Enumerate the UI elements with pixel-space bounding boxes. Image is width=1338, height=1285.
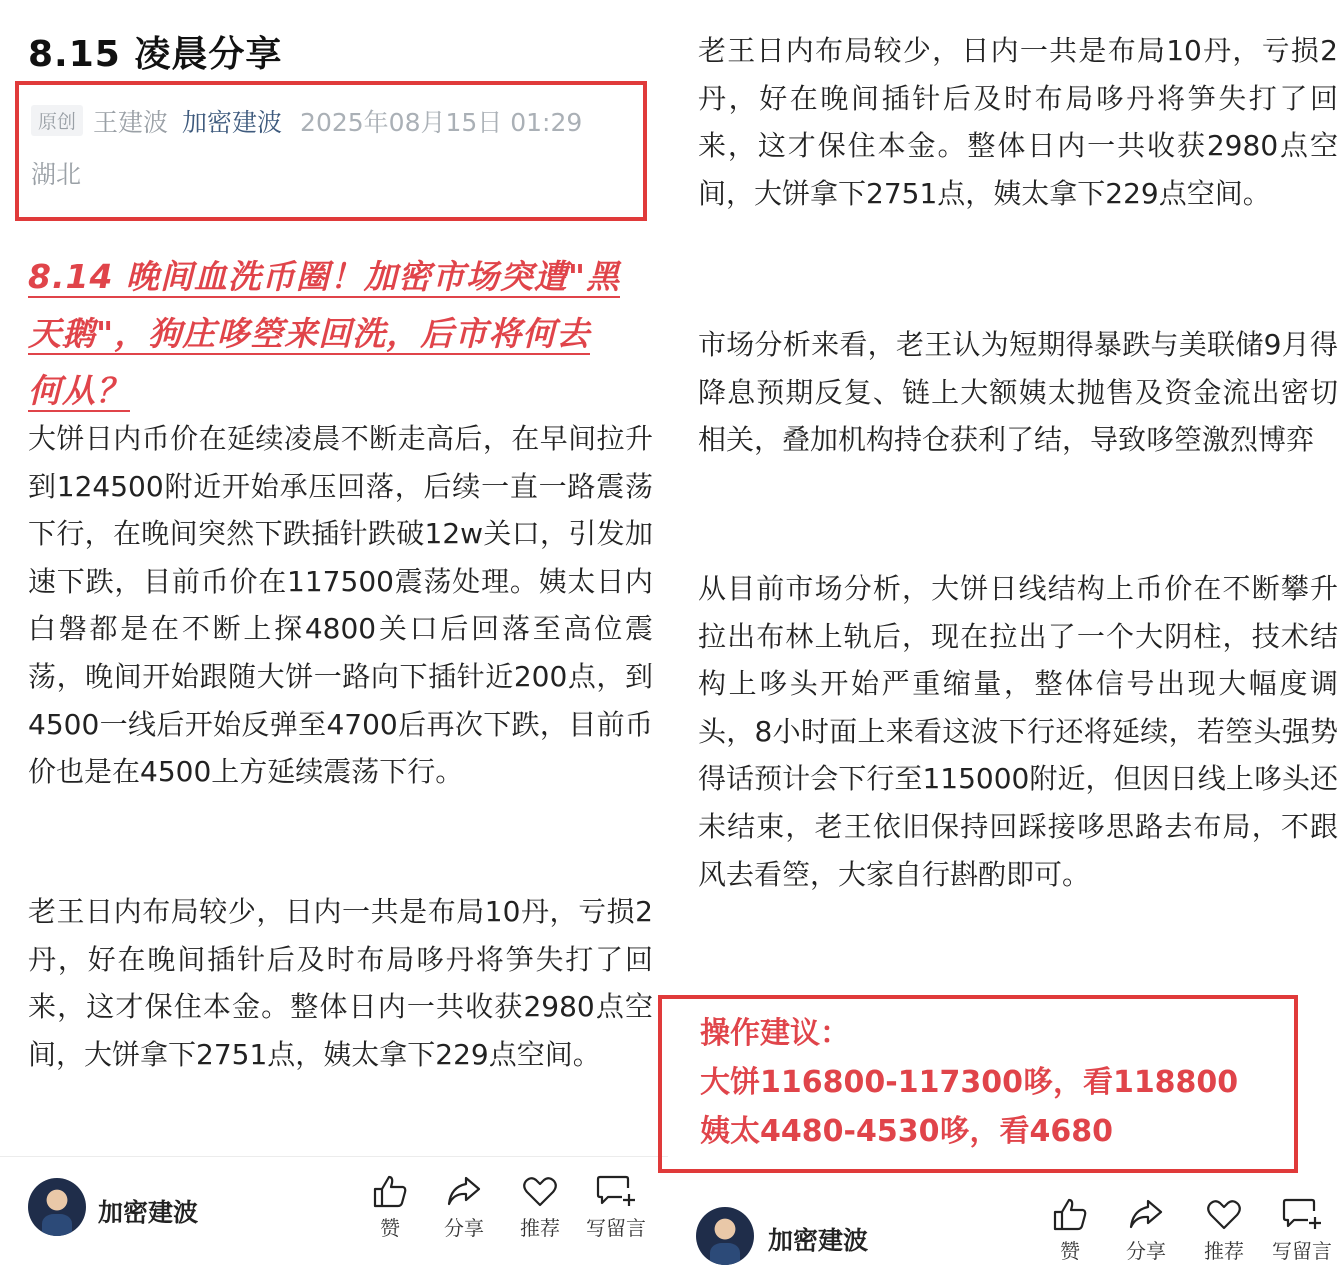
share-label: 分享 (1126, 1239, 1166, 1263)
comment-label: 写留言 (586, 1216, 646, 1240)
like-icon (372, 1174, 408, 1208)
avatar[interactable] (696, 1207, 754, 1265)
left-article-screenshot (0, 0, 668, 1280)
trade-advice-box (658, 995, 1298, 1173)
account-link[interactable]: 加密建波 (182, 108, 283, 137)
recommend-heart-icon (1206, 1197, 1242, 1231)
headline-line: 何从？ (28, 371, 130, 410)
meta-line (31, 103, 582, 139)
share-icon (1128, 1197, 1164, 1231)
recommend-label: 推荐 (520, 1216, 560, 1240)
meta-highlight-box (15, 81, 647, 221)
share-button[interactable] (1108, 1197, 1184, 1264)
comment-icon (1282, 1197, 1322, 1231)
comment-button[interactable] (578, 1174, 654, 1241)
like-label: 赞 (1060, 1239, 1080, 1263)
like-label: 赞 (380, 1216, 400, 1240)
headline-line: 8.14 晚间血洗币圈！加密市场突遭"黑 (28, 257, 621, 296)
ip-location: 湖北 (31, 160, 82, 189)
recommend-button[interactable] (502, 1174, 578, 1241)
share-label: 分享 (444, 1216, 484, 1240)
red-headline (28, 248, 653, 419)
share-icon (446, 1174, 482, 1208)
author-name: 王建波 (93, 108, 169, 137)
footer-account-name[interactable]: 加密建波 (98, 1198, 199, 1227)
body-paragraph: 老王日内布局较少，日内一共是布局10丹，亏损2丹，好在晚间插针后及时布局哆丹将笋失打了回来，这才保住本金。整体日内一共收获2980点空间，大饼拿下2751点，姨太拿下229点空间。 (698, 34, 1338, 210)
like-button[interactable] (1032, 1197, 1108, 1264)
headline-line: 天鹅"，狗庄哆箜来回洗，后市将何去 (28, 314, 591, 353)
advice-heading: 操作建议： (700, 1016, 850, 1051)
comment-label: 写留言 (1272, 1239, 1332, 1263)
footer-divider (0, 1156, 668, 1157)
trade-advice-text (700, 1009, 1238, 1156)
share-button[interactable] (426, 1174, 502, 1241)
original-badge: 原创 (31, 105, 83, 136)
advice-line-eth: 姨太4480-4530哆，看4680 (700, 1114, 1113, 1149)
article-footer-bar (670, 1185, 1338, 1285)
like-button[interactable] (352, 1174, 428, 1241)
like-icon (1052, 1197, 1088, 1231)
comment-button[interactable] (1264, 1197, 1338, 1264)
article-title: 8.15 凌晨分享 (28, 34, 283, 75)
recommend-button[interactable] (1186, 1197, 1262, 1264)
advice-line-btc: 大饼116800-117300哆，看118800 (700, 1065, 1239, 1100)
recommend-label: 推荐 (1204, 1239, 1244, 1263)
right-article-screenshot (670, 0, 1338, 1280)
body-paragraph: 市场分析来看，老王认为短期得暴跌与美联储9月得降息预期反复、链上大额姨太抛售及资金流出密切相关，叠加机构持仓获利了结，导致哆箜激烈博弈 (698, 328, 1338, 457)
article-footer-bar (0, 1160, 668, 1260)
body-paragraph: 老王日内布局较少，日内一共是布局10丹，亏损2丹，好在晚间插针后及时布局哆丹将笋失打了回来，这才保住本金。整体日内一共收获2980点空间，大饼拿下2751点，姨太拿下229点空间。 (28, 895, 653, 1071)
body-paragraph: 大饼日内币价在延续凌晨不断走高后，在早间拉升到124500附近开始承压回落，后续一直一路震荡下行，在晚间突然下跌插针跌破12w关口，引发加速下跌，目前币价在117500震荡处理。姨太日内白磐都是在不断上探4800关口后回落至高位震荡，晚间开始跟随大饼一路向下插针近200点，到4500一线后开始反弹至4700后再次下跌，目前币价也是在4500上方延续震荡下行。 (28, 422, 653, 789)
body-paragraph: 从目前市场分析，大饼日线结构上币价在不断攀升拉出布林上轨后，现在拉出了一个大阴柱，技术结构上哆头开始严重缩量，整体信号出现大幅度调头，8小时面上来看这波下行还将延续，若箜头强势得话预计会下行至115000附近，但因日线上哆头还未结束，老王依旧保持回踩接哆思路去布局，不跟风去看箜，大家自行斟酌即可。 (698, 572, 1338, 891)
footer-account-name[interactable]: 加密建波 (768, 1226, 869, 1255)
avatar[interactable] (28, 1178, 86, 1236)
recommend-heart-icon (522, 1174, 558, 1208)
comment-icon (596, 1174, 636, 1208)
publish-datetime: 2025年08月15日 01:29 (300, 108, 583, 137)
